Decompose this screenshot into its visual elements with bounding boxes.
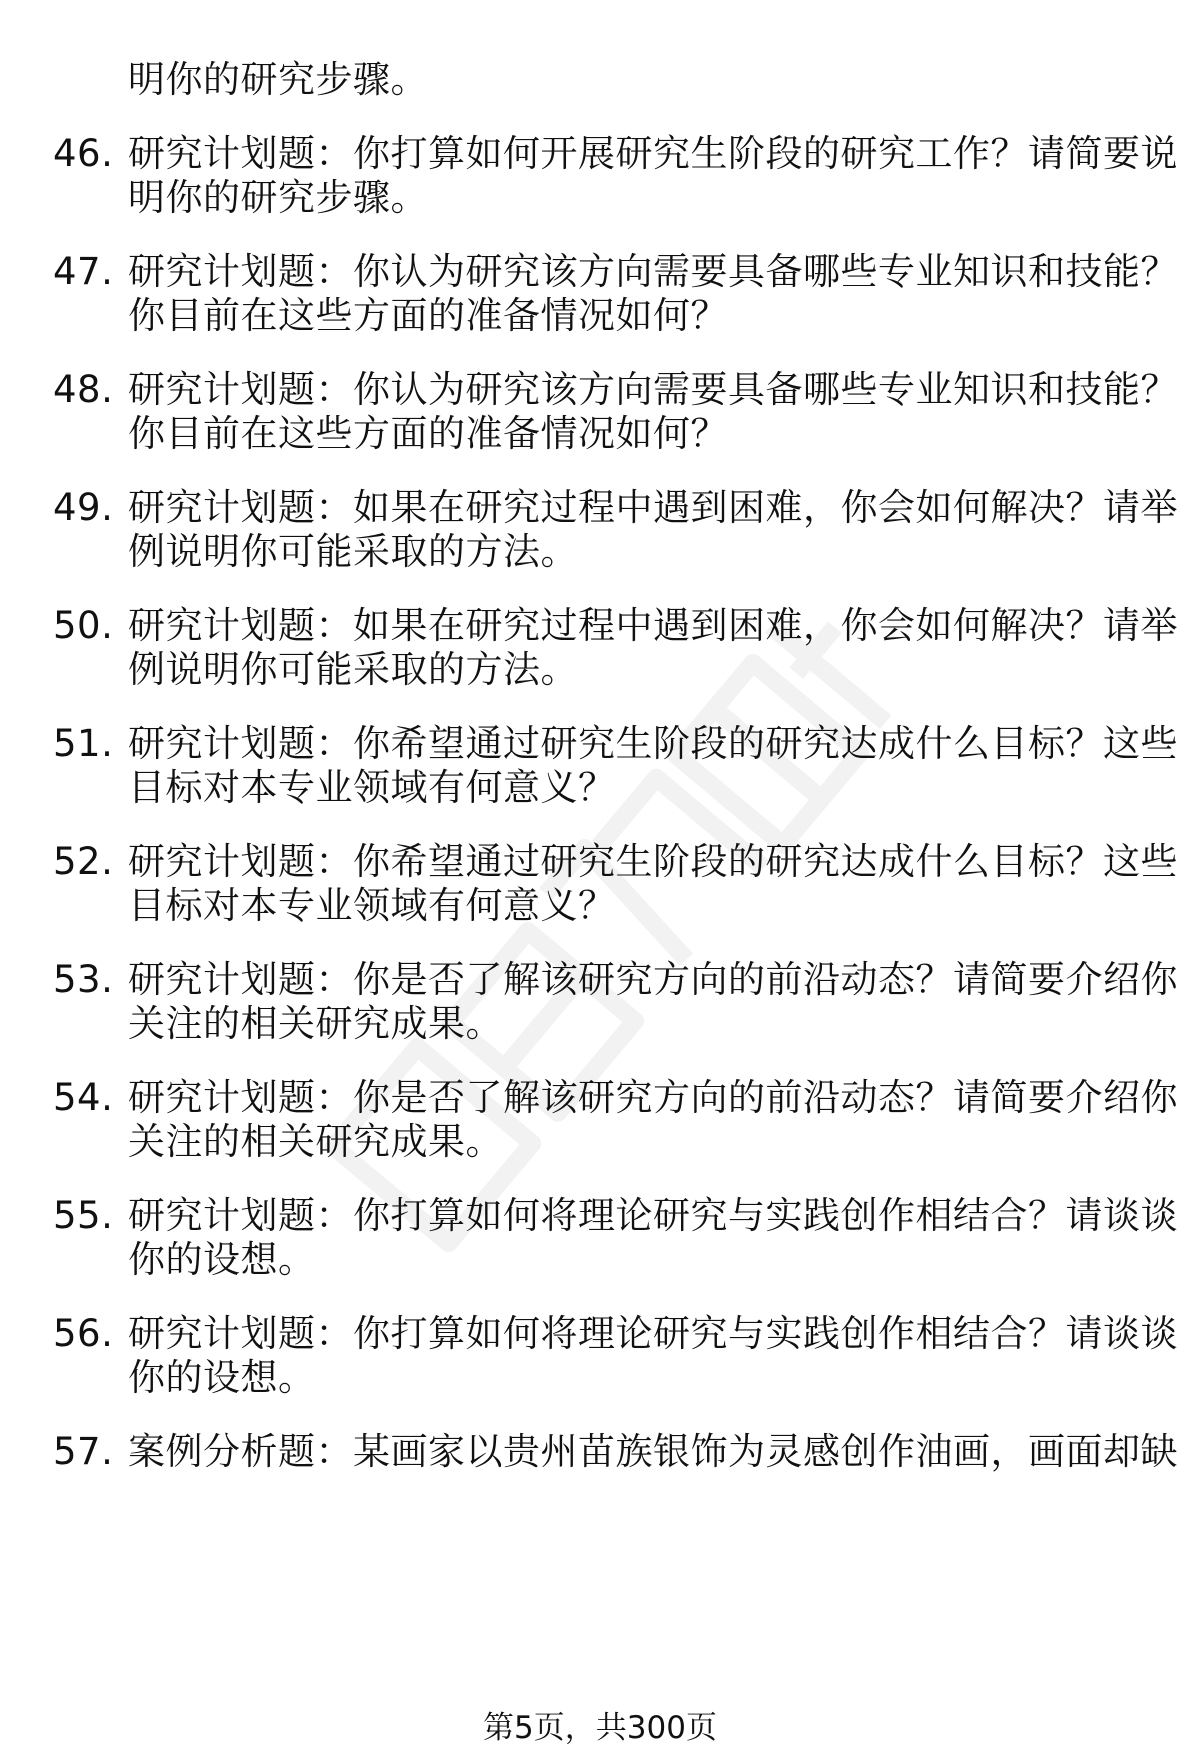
- item-text-line1: 研究计划题：你认为研究该方向需要具备哪些专业知识和技能？: [128, 368, 1178, 411]
- page-footer: 第5页，共300页: [483, 1710, 717, 1746]
- continued-text: 明你的研究步骤。: [128, 58, 428, 101]
- item-text-line1: 案例分析题：某画家以贵州苗族银饰为灵感创作油画，画面却缺: [128, 1430, 1178, 1473]
- item-number: 46.: [53, 132, 114, 175]
- item-text-line1: 研究计划题：你是否了解该研究方向的前沿动态？请简要介绍你: [128, 958, 1178, 1001]
- item-text-line1: 研究计划题：你打算如何开展研究生阶段的研究工作？请简要说: [128, 132, 1178, 175]
- item-number: 47.: [53, 250, 114, 293]
- item-number: 52.: [53, 840, 114, 883]
- item-text-line1: 研究计划题：你是否了解该研究方向的前沿动态？请简要介绍你: [128, 1076, 1178, 1119]
- item-text-line1: 研究计划题：你打算如何将理论研究与实践创作相结合？请谈谈: [128, 1194, 1178, 1237]
- item-text-line1: 研究计划题：如果在研究过程中遇到困难，你会如何解决？请举: [128, 486, 1178, 529]
- item-number: 57.: [53, 1430, 114, 1473]
- item-number: 50.: [53, 604, 114, 647]
- item-text-line2: 你的设想。: [128, 1356, 316, 1399]
- item-number: 54.: [53, 1076, 114, 1119]
- item-number: 49.: [53, 486, 114, 529]
- item-text-line2: 你目前在这些方面的准备情况如何？: [128, 294, 728, 337]
- item-text-line2: 目标对本专业领域有何意义？: [128, 766, 616, 809]
- item-text-line1: 研究计划题：你打算如何将理论研究与实践创作相结合？请谈谈: [128, 1312, 1178, 1355]
- item-text-line1: 研究计划题：如果在研究过程中遇到困难，你会如何解决？请举: [128, 604, 1178, 647]
- item-text-line2: 例说明你可能采取的方法。: [128, 648, 578, 691]
- item-text-line2: 关注的相关研究成果。: [128, 1002, 503, 1045]
- item-number: 48.: [53, 368, 114, 411]
- item-text-line1: 研究计划题：你认为研究该方向需要具备哪些专业知识和技能？: [128, 250, 1178, 293]
- item-text-line1: 研究计划题：你希望通过研究生阶段的研究达成什么目标？这些: [128, 840, 1178, 883]
- item-text-line2: 目标对本专业领域有何意义？: [128, 884, 616, 927]
- item-number: 51.: [53, 722, 114, 765]
- item-text-line2: 明你的研究步骤。: [128, 176, 428, 219]
- item-text-line2: 你的设想。: [128, 1238, 316, 1281]
- item-text-line2: 关注的相关研究成果。: [128, 1120, 503, 1163]
- item-number: 55.: [53, 1194, 114, 1237]
- item-text-line2: 例说明你可能采取的方法。: [128, 530, 578, 573]
- item-number: 56.: [53, 1312, 114, 1355]
- item-text-line1: 研究计划题：你希望通过研究生阶段的研究达成什么目标？这些: [128, 722, 1178, 765]
- watermark: [230, 430, 1010, 1430]
- item-number: 53.: [53, 958, 114, 1001]
- item-text-line2: 你目前在这些方面的准备情况如何？: [128, 412, 728, 455]
